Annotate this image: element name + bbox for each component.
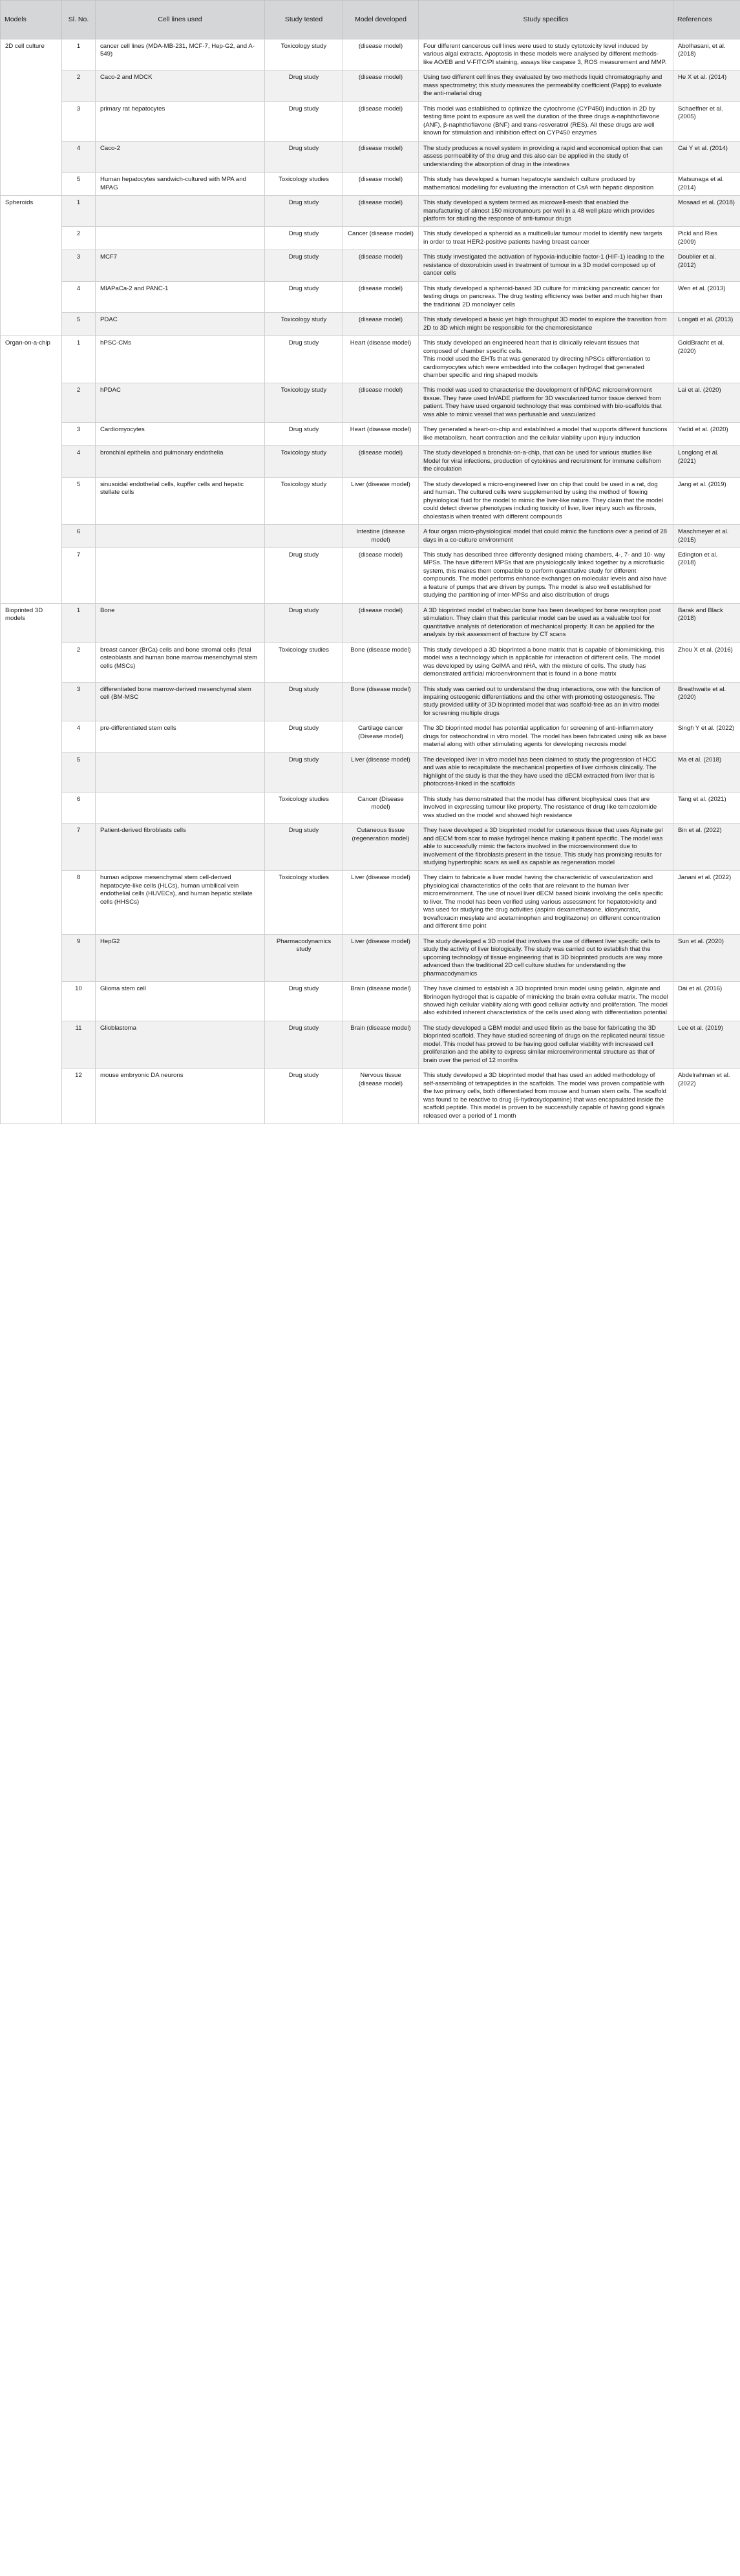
cell-lines-cell: HepG2 [96, 934, 265, 981]
study-tested-cell: Drug study [265, 101, 343, 141]
reference-cell: Schaeffner et al. (2005) [673, 101, 740, 141]
cell-lines-cell: Patient-derived fibroblasts cells [96, 824, 265, 871]
model-developed-cell: (disease model) [343, 548, 419, 603]
row-number: 1 [62, 196, 96, 227]
study-specifics-cell: Four different cancerous cell lines were used to study cytotoxicity level induced by various algal extracts. Apoptosis in these models were analysed by different methods- like AO/EB and V-FITC/PI staining, assays like caspase 3, ROS measurement and MMP. [419, 39, 673, 70]
row-number: 4 [62, 721, 96, 752]
row-number: 4 [62, 141, 96, 172]
model-developed-cell: (disease model) [343, 250, 419, 281]
reference-cell: Zhou X et al. (2016) [673, 643, 740, 682]
row-number: 5 [62, 313, 96, 336]
row-number: 6 [62, 792, 96, 823]
table-row [1, 336, 740, 383]
row-number: 9 [62, 934, 96, 981]
study-specifics-cell: This study has developed a human hepatocyte sandwich culture produced by mathematical modelling for evaluating the interaction of CsA with hepatic disposition [419, 173, 673, 196]
reference-cell: Abdelrahman et al. (2022) [673, 1069, 740, 1124]
row-number: 3 [62, 101, 96, 141]
table-row [1, 196, 740, 227]
cell-lines-cell [96, 227, 265, 250]
study-tested-cell: Drug study [265, 721, 343, 752]
cell-lines-cell: breast cancer (BrCa) cells and bone stromal cells (fetal osteoblasts and human bone marrow mesenchymal stem cells (MSCs) [96, 643, 265, 682]
study-specifics-cell: This study developed a spheroid as a multicellular tumour model to identify new targets in order to treat HER2-positive patients having breast cancer [419, 227, 673, 250]
table-row [1, 141, 740, 172]
study-specifics-cell: They generated a heart-on-chip and established a model that supports different functions like metabolism, heart contraction and the cellular viability upon injury induction [419, 423, 673, 446]
cell-lines-cell [96, 548, 265, 603]
row-number: 5 [62, 477, 96, 524]
study-specifics-cell: A four organ micro-physiological model that could mimic the functions over a period of 28 days in a co-culture environment [419, 525, 673, 548]
study-tested-cell: Drug study [265, 603, 343, 643]
model-group-label: Bioprinted 3D models [1, 603, 62, 1123]
cell-lines-cell: sinusoidal endothelial cells, kupffer cells and hepatic stellate cells [96, 477, 265, 524]
study-tested-cell: Drug study [265, 1069, 343, 1124]
row-number: 11 [62, 1021, 96, 1068]
cell-lines-cell: bronchial epithelia and pulmonary endothelia [96, 446, 265, 477]
model-developed-cell: (disease model) [343, 101, 419, 141]
row-number: 8 [62, 871, 96, 934]
row-number: 7 [62, 824, 96, 871]
model-developed-cell: (disease model) [343, 281, 419, 312]
table-row [1, 548, 740, 603]
row-number: 4 [62, 446, 96, 477]
reference-cell: Dai et al. (2016) [673, 982, 740, 1021]
study-tested-cell: Toxicology studies [265, 643, 343, 682]
table-row [1, 982, 740, 1021]
cell-lines-cell: Caco-2 [96, 141, 265, 172]
study-tested-cell: Drug study [265, 281, 343, 312]
reference-cell: GoldBracht et al. (2020) [673, 336, 740, 383]
reference-cell: Longlong et al. (2021) [673, 446, 740, 477]
model-group-label: 2D cell culture [1, 39, 62, 196]
model-group-label: Organ-on-a-chip [1, 336, 62, 604]
cell-lines-cell: MCF7 [96, 250, 265, 281]
reference-cell: Edington et al. (2018) [673, 548, 740, 603]
table-row [1, 250, 740, 281]
study-tested-cell: Drug study [265, 336, 343, 383]
reference-cell: Ma et al. (2018) [673, 752, 740, 792]
model-developed-cell: Liver (disease model) [343, 477, 419, 524]
study-tested-cell: Pharmacodynamics study [265, 934, 343, 981]
cell-lines-cell: pre-differentiated stem cells [96, 721, 265, 752]
table-row [1, 934, 740, 981]
row-number: 1 [62, 39, 96, 70]
model-developed-cell: Cancer (disease model) [343, 227, 419, 250]
row-number: 5 [62, 173, 96, 196]
model-developed-cell: Cartilage cancer (Disease model) [343, 721, 419, 752]
model-developed-cell: Liver (disease model) [343, 871, 419, 934]
table-row [1, 682, 740, 721]
model-developed-cell: (disease model) [343, 173, 419, 196]
row-number: 2 [62, 227, 96, 250]
cell-lines-cell: differentiated bone marrow-derived mesenchymal stem cell (BM-MSC [96, 682, 265, 721]
cell-lines-cell: MIAPaCa-2 and PANC-1 [96, 281, 265, 312]
header-cell-lines: Cell lines used [96, 1, 265, 39]
row-number: 1 [62, 603, 96, 643]
table-row [1, 313, 740, 336]
reference-cell: Singh Y et al. (2022) [673, 721, 740, 752]
study-tested-cell: Drug study [265, 250, 343, 281]
study-specifics-cell: This model was used to characterise the development of hPDAC microenvironment tissue. They have used InVADE platform for 3D vascularized tumor tissue derived from patient. They have used organoid technology that was combined with bio-scaffolds that was able to mimic vessel that was perfusable and vascularized [419, 383, 673, 423]
model-developed-cell: (disease model) [343, 196, 419, 227]
table-row [1, 39, 740, 70]
reference-cell: Breathwaite et al. (2020) [673, 682, 740, 721]
study-specifics-cell: This study investigated the activation of hypoxia-inducible factor-1 (HIF-1) leading to the resistance of doxorubicin used in treatment of tumour in a 3D model composed up of cancer cells [419, 250, 673, 281]
cell-lines-cell: human adipose mesenchymal stem cell-derived hepatocyte-like cells (HLCs), human umbilical vein endothelial cells (HUVECs), and human hepatic stellate cells (HHSCs) [96, 871, 265, 934]
header-study-specifics: Study specifics [419, 1, 673, 39]
study-specifics-cell: This study developed a basic yet high throughput 3D model to explore the transition from 2D to 3D which might be responsible for the chemoresistance [419, 313, 673, 336]
table-header-row [1, 1, 740, 39]
table-row [1, 281, 740, 312]
study-specifics-cell: The developed liver in vitro model has been claimed to study the progression of HCC and was able to recapitulate the mechanical properties of liver cirrhosis clinically. The highlight of the study is that the they have used the dECM extracted from liver that is photocross-linked in the scaffolds [419, 752, 673, 792]
cell-lines-cell: primary rat hepatocytes [96, 101, 265, 141]
model-developed-cell: Liver (disease model) [343, 934, 419, 981]
reference-cell: Yadid et al. (2020) [673, 423, 740, 446]
study-tested-cell: Drug study [265, 1021, 343, 1068]
table-row [1, 383, 740, 423]
study-tested-cell: Drug study [265, 752, 343, 792]
study-specifics-cell: The study produces a novel system in providing a rapid and economical option that can assess permeability of the drug and this also can be applied in the study of understanding the absorption of drug in the intestines [419, 141, 673, 172]
reference-cell: Wen et al. (2013) [673, 281, 740, 312]
study-tested-cell: Toxicology study [265, 39, 343, 70]
study-tested-cell: Drug study [265, 141, 343, 172]
study-specifics-cell: This study developed a 3D bioprinted model that has used an added methodology of self-assembling of tetrapeptides in the scaffolds. The model was proven compatible with the two primary cells, both differentiated from mouse and human stem cells. The scaffold was found to be reactive to drug (6-hydroxydopamine) that was encapsulated inside the scaffold peptide. This model is proven to be successfully capable of having good signals released over a period of 1 month [419, 1069, 673, 1124]
row-number: 4 [62, 281, 96, 312]
model-developed-cell: Cancer (Disease model) [343, 792, 419, 823]
table-row [1, 824, 740, 871]
model-developed-cell: Liver (disease model) [343, 752, 419, 792]
reference-cell: Doublier et al. (2012) [673, 250, 740, 281]
table-row [1, 423, 740, 446]
model-developed-cell: Heart (disease model) [343, 336, 419, 383]
study-specifics-cell: They claim to fabricate a liver model having the characteristic of vascularization and physiological characteristics of the cells that are relevant to the human liver microenvironment. The use of novel liver dECM based bioink involving the cells specific to liver. The model has been verified using various assessment for hepatotoxicity and was used for studying the drug activities (aspirin dexamethasone, idiosyncratic, trovafloxacin mesylate and acetaminophen and troglitazone) on different concentration and different time point [419, 871, 673, 934]
study-tested-cell: Toxicology studies [265, 173, 343, 196]
cell-lines-cell [96, 525, 265, 548]
model-developed-cell: (disease model) [343, 70, 419, 101]
study-specifics-cell: This study was carried out to understand the drug interactions, one with the function of impairing osteogenic differentiations and the other with promoting osteogenesis. The study provided utility of 3D bioprinted model that was scaffold-free as an in vitro model for screening multiple drugs [419, 682, 673, 721]
study-tested-cell: Toxicology studies [265, 871, 343, 934]
study-tested-cell: Toxicology studies [265, 792, 343, 823]
row-number: 2 [62, 70, 96, 101]
table-row [1, 752, 740, 792]
table-body [1, 39, 740, 1124]
table-row [1, 173, 740, 196]
model-developed-cell: (disease model) [343, 603, 419, 643]
study-specifics-cell: This study has demonstrated that the model has different biophysical cues that are involved in expressing tumour like property. The resistance of drug like temozolomide was studied on the model and showed high resistance [419, 792, 673, 823]
reference-cell: Lai et al. (2020) [673, 383, 740, 423]
study-tested-cell: Toxicology study [265, 383, 343, 423]
table-row [1, 446, 740, 477]
cell-lines-cell: Cardiomyocytes [96, 423, 265, 446]
study-specifics-cell: They have developed a 3D bioprinted model for cutaneous tissue that uses Alginate gel and dECM from scar to make hydrogel hence making it patient specific. The model was able to successfully mimic the factors involved in the microenvironment due to involvement of the fibroblasts present in the tissue. This study has promising results for studying hypertrophic scars as well as capable as regeneration model [419, 824, 673, 871]
model-developed-cell: (disease model) [343, 313, 419, 336]
model-developed-cell: Brain (disease model) [343, 982, 419, 1021]
cell-lines-cell: PDAC [96, 313, 265, 336]
header-study-tested: Study tested [265, 1, 343, 39]
cell-lines-cell: Caco-2 and MDCK [96, 70, 265, 101]
study-specifics-cell: Using two different cell lines they evaluated by two methods liquid chromatography and mass spectrometry; this study measures the permeability coefficient (Papp) to evaluate the anti-malarial drug [419, 70, 673, 101]
header-models: Models [1, 1, 62, 39]
study-tested-cell: Drug study [265, 682, 343, 721]
study-tested-cell: Toxicology study [265, 477, 343, 524]
reference-cell: Jang et al. (2019) [673, 477, 740, 524]
reference-cell: Pickl and Ries (2009) [673, 227, 740, 250]
row-number: 5 [62, 752, 96, 792]
model-developed-cell: (disease model) [343, 383, 419, 423]
model-developed-cell: Heart (disease model) [343, 423, 419, 446]
reference-cell: Lee et al. (2019) [673, 1021, 740, 1068]
study-tested-cell: Drug study [265, 70, 343, 101]
studies-table [0, 0, 740, 1124]
study-tested-cell: Drug study [265, 982, 343, 1021]
cell-lines-cell: mouse embryonic DA neurons [96, 1069, 265, 1124]
cell-lines-cell [96, 752, 265, 792]
table-row [1, 70, 740, 101]
reference-cell: Bin et al. (2022) [673, 824, 740, 871]
study-specifics-cell: This study developed a system termed as microwell-mesh that enabled the manufacturing of almost 150 microtumours per well in a 48 well plate which provides platform for studing the response of anti-tumour drugs [419, 196, 673, 227]
table-row [1, 101, 740, 141]
model-developed-cell: (disease model) [343, 446, 419, 477]
row-number: 12 [62, 1069, 96, 1124]
header-model-developed: Model developed [343, 1, 419, 39]
reference-cell: Matsunaga et al. (2014) [673, 173, 740, 196]
row-number: 3 [62, 682, 96, 721]
header-sl-no: Sl. No. [62, 1, 96, 39]
row-number: 3 [62, 423, 96, 446]
study-specifics-cell: A 3D bioprinted model of trabecular bone has been developed for bone resorption post stimulation. They claim that this particular model can be used as a valuable tool for quantitative analysis of deterioration of mechanical property. It can be applied for the analysis by risk assessment of fracture by CT scans [419, 603, 673, 643]
study-tested-cell: Drug study [265, 548, 343, 603]
study-tested-cell: Toxicology study [265, 446, 343, 477]
model-developed-cell: (disease model) [343, 39, 419, 70]
study-specifics-cell: This study has described three differently designed mixing chambers, 4-, 7- and 10- way MPSs. The have different MPSs that are physiologically linked together by a microfluidic system, this makes them compatible to perform quantitative study for different compounds. The model performs enhance exchanges on molecular levels and also have a feature of pumps that are driven by pumps. The model is also well established for studying the partitioning of inter-MPSs and also distribution of drugs [419, 548, 673, 603]
model-developed-cell: (disease model) [343, 141, 419, 172]
table-row [1, 1021, 740, 1068]
model-developed-cell: Cutaneous tissue (regeneration model) [343, 824, 419, 871]
cell-lines-cell [96, 196, 265, 227]
reference-cell: Mosaad et al. (2018) [673, 196, 740, 227]
study-specifics-cell: This study developed a spheroid-based 3D culture for mimicking pancreatic cancer for testing drugs on pancreas. The drug testing efficiency was better and much higher than the traditional 2D monolayer cells [419, 281, 673, 312]
study-specifics-cell: This study developed an engineered heart that is clinically relevant tissues that composed of chamber specific cells. This model used the EHTs that was generated by directing hPSCs differentiation to cardiomyocytes which were embedded into the collagen hydrogel that generated chamber specific and ring shaped models [419, 336, 673, 383]
cell-lines-cell: Glioblastoma [96, 1021, 265, 1068]
cell-lines-cell: Glioma stem cell [96, 982, 265, 1021]
study-tested-cell: Drug study [265, 227, 343, 250]
header-references: References [673, 1, 740, 39]
model-group-label: Spheroids [1, 196, 62, 336]
study-specifics-cell: They have claimed to establish a 3D bioprinted brain model using gelatin, alginate and fibrinogen hydrogel that is capable of mimicking the brain extra cellular matrix. The model showed high cellular viability along with good cellular activity and proliferation. The model also exhibited inherent characteristics of the cells used along with differentiation potential [419, 982, 673, 1021]
table-row [1, 1069, 740, 1124]
reference-cell: Sun et al. (2020) [673, 934, 740, 981]
reference-cell: Maschmeyer et al. (2015) [673, 525, 740, 548]
reference-cell: Abolhasani, et al. (2018) [673, 39, 740, 70]
table-row [1, 792, 740, 823]
cell-lines-cell: hPDAC [96, 383, 265, 423]
cell-lines-cell: hPSC-CMs [96, 336, 265, 383]
reference-cell: Janani et al. (2022) [673, 871, 740, 934]
model-developed-cell: Intestine (disease model) [343, 525, 419, 548]
table-row [1, 871, 740, 934]
study-specifics-cell: The study developed a micro-engineered liver on chip that could be used in a rat, dog and human. The cultured cells were supplemented by using the method of flowing physiological fluid for the model to mimic the liver-like nature. They claim that the model could detect diverse phenotypes including toxicity of liver, liver injury such as fibrosis, cholestasis when treated with different compounds [419, 477, 673, 524]
cell-lines-cell [96, 792, 265, 823]
study-tested-cell: Drug study [265, 423, 343, 446]
row-number: 3 [62, 250, 96, 281]
reference-cell: Barak and Black (2018) [673, 603, 740, 643]
table-row [1, 603, 740, 643]
reference-cell: Longati et al. (2013) [673, 313, 740, 336]
table-row [1, 721, 740, 752]
model-developed-cell: Bone (disease model) [343, 682, 419, 721]
study-specifics-cell: This model was established to optimize the cytochrome (CYP450) induction in 2D by testing time point to exposure as well the duration of the three drugs a-naphthoflavone (ANF), β-naphthoflavone (BNF) and trans-resveratrol (RES). All these drugs are well known for stimulation and inhibition effect on CYP450 enzymes [419, 101, 673, 141]
study-tested-cell: Toxicology study [265, 313, 343, 336]
cell-lines-cell: Human hepatocytes sandwich-cultured with MPA and MPAG [96, 173, 265, 196]
table-row [1, 643, 740, 682]
study-specifics-cell: This study developed a 3D bioprinted a bone matrix that is capable of biomimicking, this model was a technology which is applicable for interaction of different cells. The model was developed by using GelMA and nHA, with the mixture of cells. The study has demonstrated artificial microenvironment that is found in a bone matrix [419, 643, 673, 682]
study-tested-cell [265, 525, 343, 548]
row-number: 2 [62, 383, 96, 423]
study-specifics-cell: The study developed a GBM model and used fibrin as the base for fabricating the 3D bioprinted scaffold. They have studied screening of drugs on the replicated neural tissue model. This model has proved to be having good cellular viability with increased cell proliferation and the ability to express similar microenvironmental structure as that of brain over the period of 12 months [419, 1021, 673, 1068]
row-number: 7 [62, 548, 96, 603]
reference-cell: Tang et al. (2021) [673, 792, 740, 823]
row-number: 1 [62, 336, 96, 383]
reference-cell: Cai Y et al. (2014) [673, 141, 740, 172]
model-developed-cell: Brain (disease model) [343, 1021, 419, 1068]
row-number: 10 [62, 982, 96, 1021]
model-developed-cell: Bone (disease model) [343, 643, 419, 682]
study-specifics-cell: The study developed a bronchia-on-a-chip, that can be used for various studies like Model for viral infections, production of cytokines and recruitment for immune cellsfrom the circulation [419, 446, 673, 477]
cell-lines-cell: cancer cell lines (MDA-MB-231, MCF-7, Hep-G2, and A-549) [96, 39, 265, 70]
cell-lines-cell: Bone [96, 603, 265, 643]
table-row [1, 477, 740, 524]
model-developed-cell: Nervous tissue (disease model) [343, 1069, 419, 1124]
reference-cell: He X et al. (2014) [673, 70, 740, 101]
row-number: 2 [62, 643, 96, 682]
row-number: 6 [62, 525, 96, 548]
study-specifics-cell: The study developed a 3D model that involves the use of different liver specific cells to study the activity of liver biologically. The study was carried out to establish that the upcoming technology of tissue engineering that is 3D bioprinted products are way more advanced than the traditional 2D cell culture studies for understanding the pharmacodynamics [419, 934, 673, 981]
study-specifics-cell: The 3D bioprinted model has potential application for screening of anti-inflammatory drugs for osteochondral in vitro model. The model has been fabricated using silk as base material along with other stimulating agents for developing necrosis model [419, 721, 673, 752]
study-tested-cell: Drug study [265, 196, 343, 227]
table-row [1, 227, 740, 250]
study-tested-cell: Drug study [265, 824, 343, 871]
table-row [1, 525, 740, 548]
